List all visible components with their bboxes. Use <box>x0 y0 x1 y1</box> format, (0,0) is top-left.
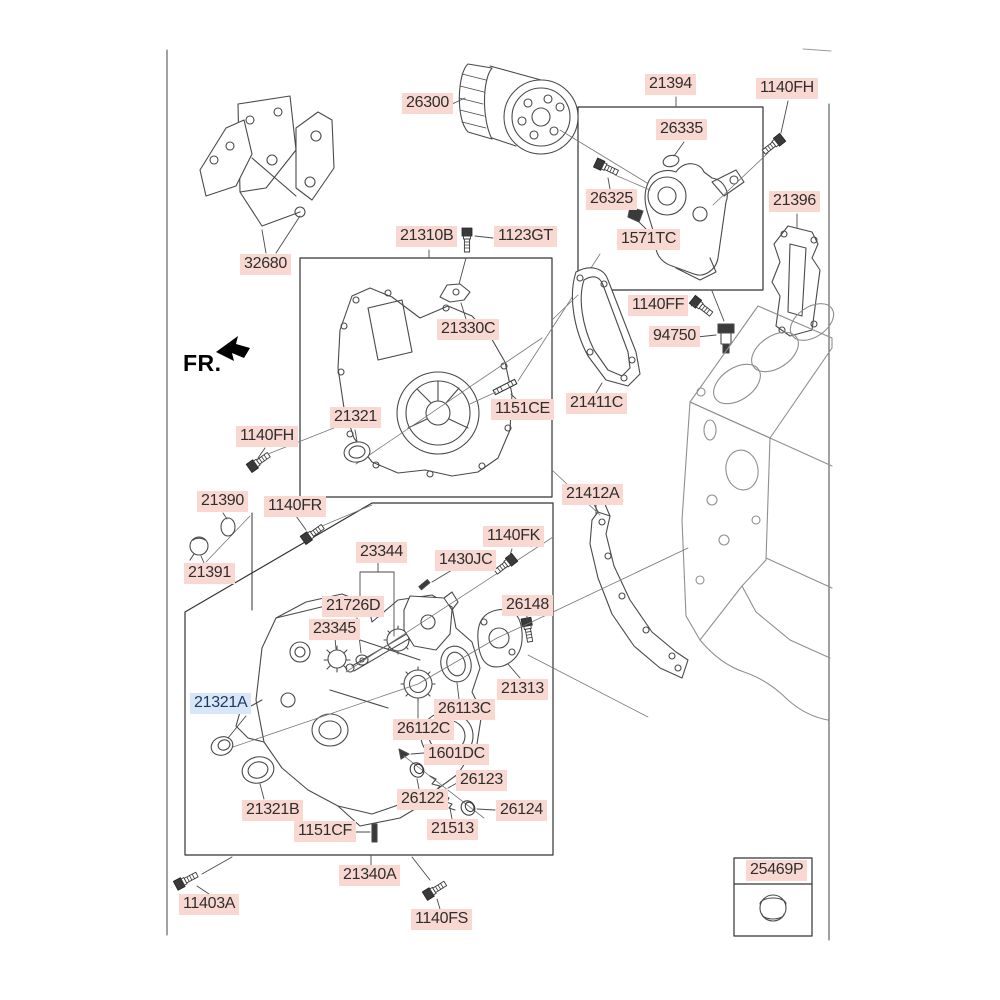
part-label-23344[interactable]: 23344 <box>356 542 407 563</box>
part-label-26148[interactable]: 26148 <box>502 595 553 616</box>
sensor-bolt-26325-icon <box>593 158 619 177</box>
part-label-1140ff[interactable]: 1140FF <box>628 295 688 316</box>
bolt-1140fk-icon <box>493 549 518 576</box>
part-label-21391[interactable]: 21391 <box>184 563 235 584</box>
part-label-26112c[interactable]: 26112C <box>393 719 454 740</box>
part-label-21340a[interactable]: 21340A <box>339 865 400 886</box>
oil-filter-drawing <box>452 64 652 186</box>
part-label-26325[interactable]: 26325 <box>586 189 637 210</box>
part-label-21412a[interactable]: 21412A <box>562 484 623 505</box>
pin-1430jc-icon <box>419 580 430 590</box>
engine-mount-bracket-drawing <box>200 96 334 253</box>
part-label-21321a-selected[interactable]: 21321A <box>190 693 251 714</box>
pin-1151cf-icon <box>354 824 377 842</box>
pump-plate-21313-drawing <box>478 609 522 678</box>
part-label-1140fr[interactable]: 1140FR <box>264 496 326 517</box>
part-label-21313[interactable]: 21313 <box>497 679 548 700</box>
part-label-1140fk[interactable]: 1140FK <box>483 526 544 547</box>
part-label-21310b[interactable]: 21310B <box>396 226 457 247</box>
part-label-21396[interactable]: 21396 <box>769 191 820 212</box>
bolt-11403a-icon <box>173 857 232 894</box>
part-label-94750[interactable]: 94750 <box>649 326 700 347</box>
oil-pressure-sensor-94750-icon <box>697 291 734 353</box>
part-label-32680[interactable]: 32680 <box>240 254 291 275</box>
gasket-21411c-drawing <box>572 268 640 393</box>
part-label-26113c[interactable]: 26113C <box>434 699 495 720</box>
part-label-1123gt[interactable]: 1123GT <box>494 226 557 247</box>
part-label-26335[interactable]: 26335 <box>656 119 707 140</box>
part-label-11403a[interactable]: 11403A <box>179 894 239 915</box>
part-label-21330c[interactable]: 21330C <box>437 319 499 340</box>
engine-block-drawing <box>682 296 840 720</box>
part-label-1140fs[interactable]: 1140FS <box>411 909 472 930</box>
part-label-23345[interactable]: 23345 <box>309 619 360 640</box>
part-label-21411c[interactable]: 21411C <box>566 393 627 414</box>
part-label-26124[interactable]: 26124 <box>496 800 547 821</box>
seal-ring-21321b-icon <box>239 753 277 799</box>
bolt-1123gt-icon <box>459 228 493 284</box>
part-label-21726d[interactable]: 21726D <box>322 596 384 617</box>
part-label-1151cf[interactable]: 1151CF <box>294 821 356 842</box>
part-label-1140fh-left[interactable]: 1140FH <box>236 426 298 447</box>
bolt-1140fs-icon <box>412 857 448 909</box>
part-label-1571tc[interactable]: 1571TC <box>617 229 680 250</box>
gasket-21412a-drawing <box>590 502 688 678</box>
part-label-21321b[interactable]: 21321B <box>242 800 303 821</box>
gasket-21396-drawing <box>772 214 820 336</box>
part-label-1151ce[interactable]: 1151CE <box>491 399 554 420</box>
plug-26124-icon <box>458 798 477 818</box>
front-direction-label: FR. <box>183 350 222 376</box>
part-label-1140fh-top[interactable]: 1140FH <box>756 78 818 99</box>
oring-21390-icon <box>221 513 235 536</box>
seal-21321a-icon <box>209 716 246 758</box>
part-label-26123[interactable]: 26123 <box>456 770 507 791</box>
part-label-21321[interactable]: 21321 <box>330 407 381 428</box>
part-label-26300[interactable]: 26300 <box>402 93 453 114</box>
o-ring-26335-icon <box>662 154 680 169</box>
part-label-1430jc[interactable]: 1430JC <box>435 550 496 571</box>
bolt-1140ff-icon <box>689 295 714 318</box>
reference-cap-25469p-icon <box>760 895 786 921</box>
bolt-26148-icon <box>521 615 535 643</box>
part-label-21513[interactable]: 21513 <box>427 819 478 840</box>
plug-21391-icon <box>190 537 208 563</box>
part-label-1601dc[interactable]: 1601DC <box>424 744 489 765</box>
timing-cover-drawing <box>338 250 542 477</box>
reference-part-label-25469p[interactable]: 25469P <box>746 860 807 881</box>
bolt-1140fr-icon <box>296 516 326 545</box>
part-label-26122[interactable]: 26122 <box>397 789 448 810</box>
part-label-21394[interactable]: 21394 <box>645 74 696 95</box>
part-label-21390[interactable]: 21390 <box>197 491 248 512</box>
